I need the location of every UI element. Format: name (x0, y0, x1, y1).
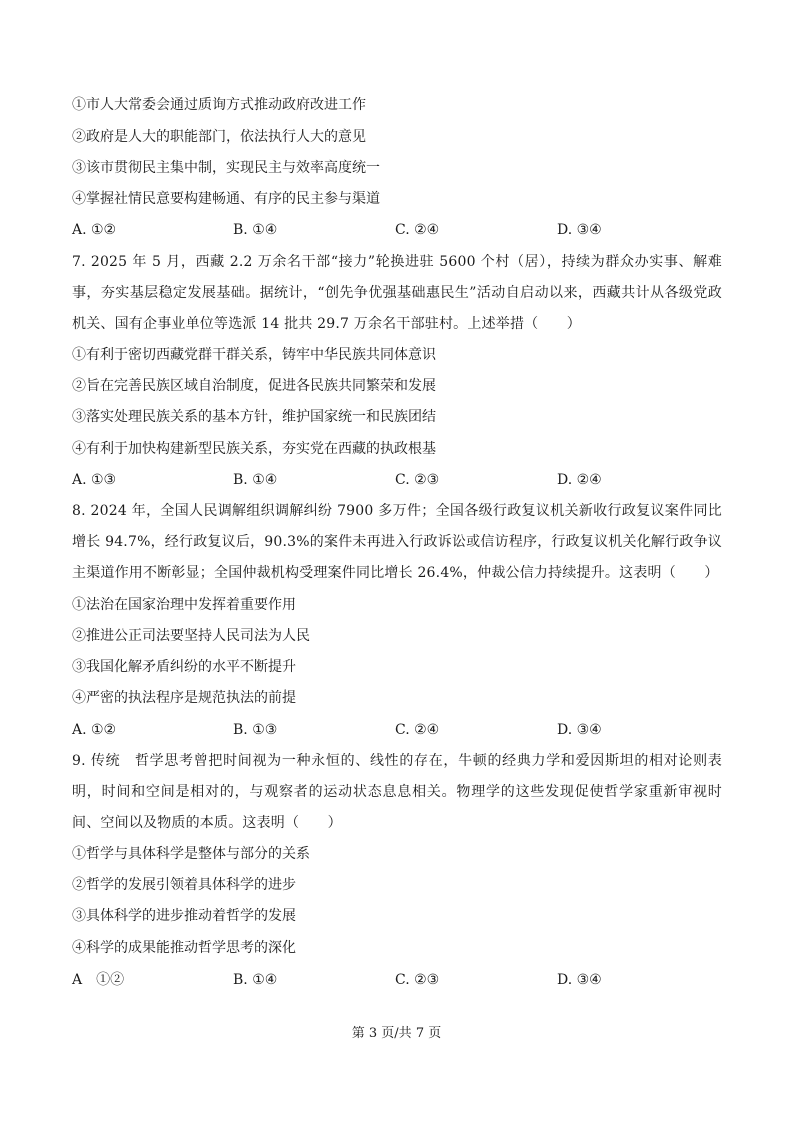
q7-option-a: A. ①③ (72, 472, 117, 488)
page-number: 第 3 页/共 7 页 (351, 1026, 442, 1041)
q7-option-c: C. ②③ (395, 472, 440, 488)
q8-option-d: D. ③④ (557, 722, 602, 738)
q6-option-a: A. ①② (72, 222, 117, 238)
q9-stem: 9. 传统 哲学思考曾把时间视为一种永恒的、线性的存在，牛顿的经典力学和爱因斯坦的相对论则表明，时间和空间是相对的，与观察者的运动状态息息相关。物理学的这些发现促使哲学家重新审视时间、空间以及物质的本质。这表明（ ） (72, 753, 722, 831)
q6-option-c: C. ②④ (395, 222, 440, 238)
q8-option-b: B. ①③ (233, 722, 278, 738)
q6-item-4: ④掌握社情民意要构建畅通、有序的民主参与渠道 (72, 191, 380, 207)
q7-stem: 7. 2025 年 5 月，西藏 2.2 万余名干部“接力”轮换进驻 5600 个村（居），持续为群众办实事、解难事，夯实基层稳定发展基础。据统计，“创先争优强基础惠民生”活动自启动以来，西藏共计从各级党政机关、国有企事业单位等选派 14 批共 29.7 万余名干部驻村。上述举措（ ） (72, 254, 722, 332)
q9-options (72, 970, 722, 990)
q7-item-1: ①有利于密切西藏党群干群关系，铸牢中华民族共同体意识 (72, 347, 436, 363)
q8-stem: 8. 2024 年，全国人民调解组织调解纠纷 7900 多万件；全国各级行政复议机关新收行政复议案件同比增长 94.7%，经行政复议后，90.3%的案件未再进入行政诉讼或信访程序，行政复议机关化解行政争议主渠道作用不断彰显；全国仲裁机构受理案件同比增长 26.4%，仲裁公信力持续提升。这表明（ ） (72, 503, 722, 581)
q7-item-2: ②旨在完善民族区域自治制度，促进各民族共同繁荣和发展 (72, 378, 436, 394)
q7-option-b: B. ①④ (233, 472, 278, 488)
q9-option-c: C. ②③ (395, 972, 440, 988)
q9-option-a: A ①② (72, 972, 125, 988)
q7-option-d: D. ②④ (557, 472, 602, 488)
q9-item-4: ④科学的成果能推动哲学思考的深化 (72, 940, 296, 956)
q8-options (72, 720, 722, 740)
q7-item-4: ④有利于加快构建新型民族关系，夯实党在西藏的执政根基 (72, 441, 436, 457)
q9-option-d: D. ③④ (557, 972, 602, 988)
q8-item-3: ③我国化解矛盾纠纷的水平不断提升 (72, 659, 296, 675)
q8-option-c: C. ②④ (395, 722, 440, 738)
q7-item-3: ③落实处理民族关系的基本方针，维护国家统一和民族团结 (72, 409, 436, 425)
q6-option-b: B. ①④ (233, 222, 278, 238)
q8-item-1: ①法治在国家治理中发挥着重要作用 (72, 597, 296, 613)
q9-option-b: B. ①④ (233, 972, 278, 988)
q8-item-2: ②推进公正司法要坚持人民司法为人民 (72, 628, 310, 644)
q6-option-d: D. ③④ (557, 222, 602, 238)
q9-item-3: ③具体科学的进步推动着哲学的发展 (72, 908, 296, 924)
q8-option-a: A. ①② (72, 722, 117, 738)
q6-item-2: ②政府是人大的职能部门，依法执行人大的意见 (72, 129, 366, 145)
q7-options (72, 470, 722, 490)
q9-item-1: ①哲学与具体科学是整体与部分的关系 (72, 846, 310, 862)
q6-options (72, 220, 722, 240)
q6-item-3: ③该市贯彻民主集中制，实现民主与效率高度统一 (72, 160, 380, 176)
q6-item-1: ①市人大常委会通过质询方式推动政府改进工作 (72, 97, 366, 113)
q8-item-4: ④严密的执法程序是规范执法的前提 (72, 690, 296, 706)
q9-item-2: ②哲学的发展引领着具体科学的进步 (72, 877, 296, 893)
